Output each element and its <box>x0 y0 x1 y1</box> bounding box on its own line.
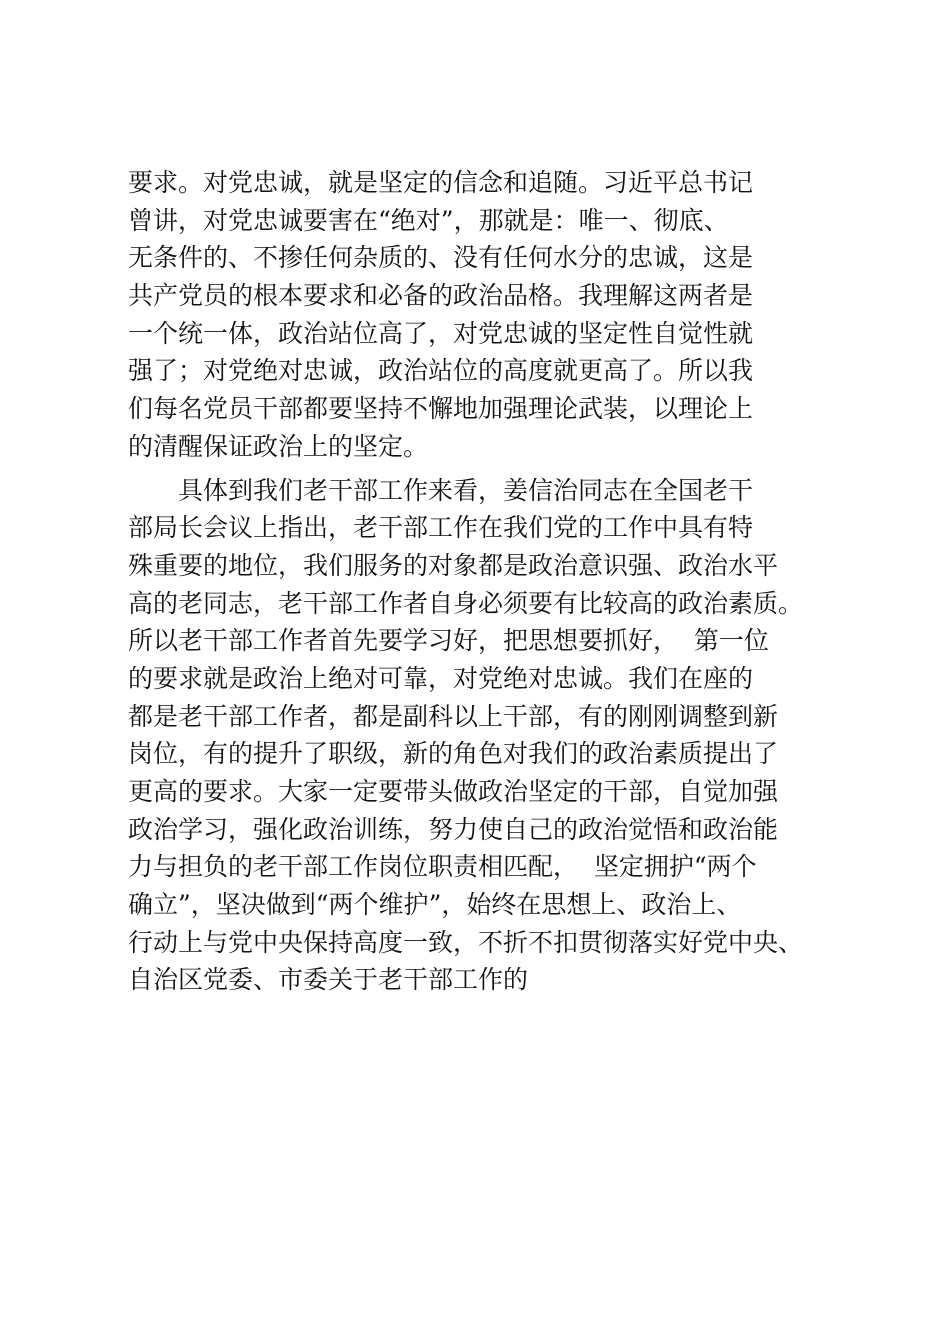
text-line: 力与担负的老干部工作岗位职责相匹配， 坚定拥护“两个 <box>128 852 757 882</box>
text-line: 殊重要的地位，我们服务的对象都是政治意识强、政治水平 <box>128 550 779 580</box>
text-line: 共产党员的根本要求和必备的政治品格。我理解这两者是 <box>128 281 754 311</box>
text-line: 具体到我们老干部工作来看，姜信治同志在全国老干 <box>128 475 754 505</box>
text-line: 一个统一体，政治站位高了，对党忠诚的坚定性自觉性就 <box>128 318 754 348</box>
text-line: 强了；对党绝对忠诚，政治站位的高度就更高了。所以我 <box>128 356 754 386</box>
text-line: 无条件的、不掺任何杂质的、没有任何水分的忠诚，这是 <box>128 243 754 273</box>
text-line: 自治区党委、市委关于老干部工作的 <box>128 965 529 995</box>
text-line: 更高的要求。大家一定要带头做政治坚定的干部，自觉加强 <box>128 777 779 806</box>
text-line: 确立”，坚决做到“两个维护”，始终在思想上、政治上、 <box>128 890 742 920</box>
text-line: 们每名党员干部都要坚持不懈地加强理论武装，以理论上 <box>128 394 754 424</box>
text-line: 曾讲，对党忠诚要害在“绝对”，那就是：唯一、彻底、 <box>128 205 729 235</box>
paragraph-1 <box>128 164 888 466</box>
text-line: 部局长会议上指出，老干部工作在我们党的工作中具有特 <box>128 513 754 543</box>
text-line: 所以老干部工作者首先要学习好，把思想要抓好， 第一位 <box>128 626 769 656</box>
paragraph-2 <box>128 472 888 1000</box>
body-text <box>128 164 888 999</box>
text-line: 要求。对党忠诚，就是坚定的信念和追随。习近平总书记 <box>128 168 754 197</box>
text-line: 都是老干部工作者，都是副科以上干部，有的刚刚调整到新 <box>128 701 779 731</box>
text-line: 行动上与党中央保持高度一致，不折不扣贯彻落实好党中央、 <box>128 927 804 957</box>
text-line: 岗位，有的提升了职级，新的角色对我们的政治素质提出了 <box>128 739 779 769</box>
text-line: 高的老同志，老干部工作者自身必须要有比较高的政治素质。 <box>128 588 804 618</box>
text-line: 的清醒保证政治上的坚定。 <box>128 431 429 461</box>
text-line: 政治学习，强化政治训练，努力使自己的政治觉悟和政治能 <box>128 814 779 844</box>
text-line: 的要求就是政治上绝对可靠，对党绝对忠诚。我们在座的 <box>128 663 754 693</box>
